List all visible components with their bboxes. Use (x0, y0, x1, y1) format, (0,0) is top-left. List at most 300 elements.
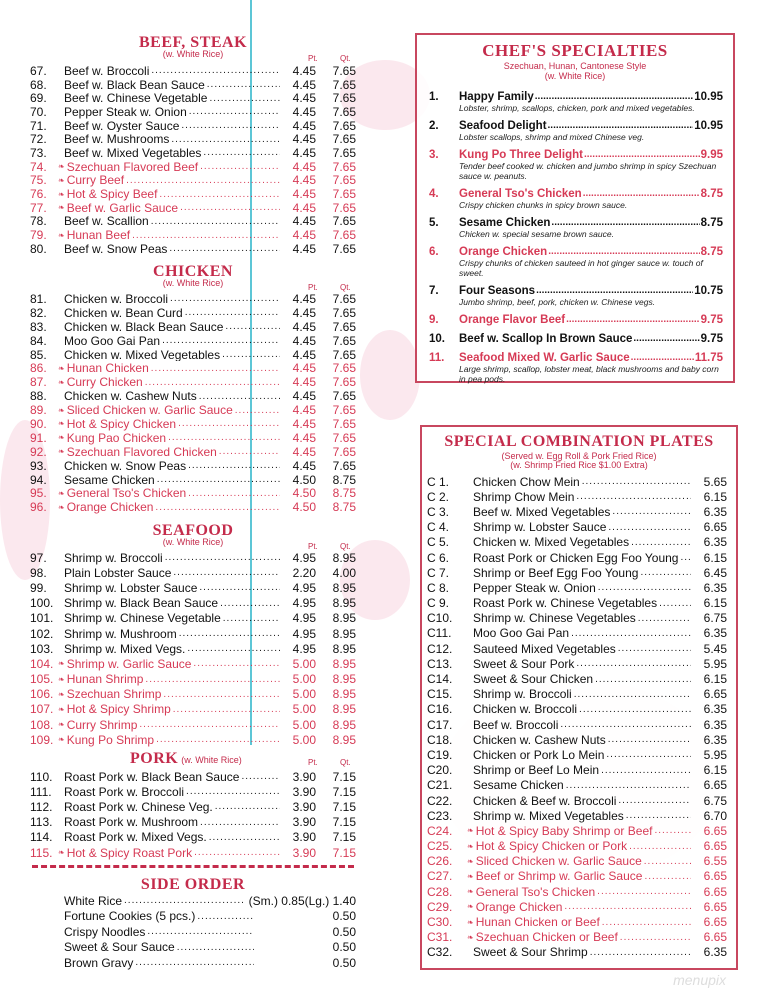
item-name: Szechuan Shrimp (66, 687, 162, 702)
leader-dots (659, 598, 691, 609)
price: 8.75 (700, 246, 723, 258)
item-number: 99. (30, 580, 47, 595)
menu-item (30, 375, 356, 389)
price-quart: 7.65 (332, 417, 356, 431)
price: 6.35 (703, 732, 727, 747)
item-name: Roast Pork w. Chinese Vegetables (473, 596, 658, 611)
menu-item (427, 489, 727, 504)
price-quart: 8.75 (332, 486, 356, 501)
price-pint: 3.90 (292, 815, 316, 830)
section-subtitle: Szechuan, Hunan, Cantonese Style (503, 61, 647, 71)
price-pint: 4.95 (292, 626, 316, 641)
item-name: Szechuan Flavored Beef (66, 159, 199, 174)
price-quart: 7.65 (332, 77, 356, 92)
section-subtitle: (w. White Rice) (544, 71, 606, 81)
item-name: Beef w. Mushrooms (64, 132, 170, 147)
price: 6.45 (703, 565, 727, 580)
seafood-section (30, 522, 356, 747)
price-quart: 7.65 (332, 200, 356, 215)
leader-dots (223, 613, 280, 624)
pt-header: Pt. (308, 542, 318, 551)
price-quart: 8.95 (332, 580, 356, 595)
menu-item (427, 702, 727, 717)
price-quart: 7.65 (332, 375, 356, 390)
item-name: Sauteed Mixed Vegetables (473, 641, 616, 656)
item-number: 3. (429, 149, 439, 161)
specialty-item (429, 120, 723, 142)
item-number: C16. (427, 702, 453, 717)
leader-dots (187, 643, 280, 654)
section-subtitle: (Served w. Egg Roll & Pork Fried Rice) (501, 451, 657, 461)
leader-dots (173, 704, 280, 715)
item-name: Curry Beef (66, 173, 125, 188)
price: 10.95 (694, 120, 723, 132)
leader-dots (197, 911, 254, 922)
item-number: 74. (30, 159, 47, 174)
item-number: 78. (30, 214, 47, 229)
item-number: 77. (30, 200, 47, 215)
item-name: Roast Pork w. Mushroom (64, 815, 199, 830)
price: 11.75 (694, 352, 723, 364)
price: 6.35 (703, 945, 727, 960)
price-quart: 0.50 (332, 940, 356, 955)
price-pint: 3.90 (292, 845, 316, 860)
leader-dots (151, 65, 280, 76)
item-name: Beef w. Mixed Vegetables (64, 146, 202, 160)
item-name: Shrimp w. Chinese Vegetable (64, 611, 221, 626)
leader-dots (566, 780, 691, 791)
price-quart: 7.65 (332, 305, 356, 320)
hot-pepper-icon: ❧ (467, 841, 474, 851)
specialty-row (429, 333, 723, 345)
price-pint: 4.45 (292, 458, 316, 473)
menu-item (30, 146, 356, 160)
item-name: Sweet & Sour Sauce (64, 940, 175, 955)
specialty-item (429, 352, 723, 384)
item-name: Roast Pork w. Broccoli (64, 784, 185, 799)
menu-item (427, 884, 727, 899)
menu-item (30, 626, 356, 641)
item-name: Chicken & Beef w. Broccoli (473, 793, 617, 808)
price-pint: 5.00 (292, 702, 316, 717)
item-number: 106. (30, 687, 54, 702)
price-pint: 4.45 (292, 347, 316, 362)
leader-dots (620, 932, 691, 943)
menu-item (30, 596, 356, 611)
price-pint: 4.95 (292, 611, 316, 626)
menu-item (30, 687, 356, 702)
price-pint: 4.45 (292, 333, 316, 348)
leader-dots (584, 149, 700, 161)
menu-item (30, 550, 356, 565)
price-pint: 4.50 (292, 500, 316, 515)
item-name: Sweet & Sour Pork (473, 656, 575, 671)
section-subtitle: (w. White Rice) (162, 537, 224, 547)
hot-pepper-icon: ❧ (58, 433, 65, 443)
menu-item (427, 671, 727, 686)
leader-dots (169, 243, 280, 254)
item-name: Sweet & Sour Shrimp (473, 945, 588, 960)
hot-pepper-icon: ❧ (467, 826, 474, 836)
price: 6.15 (703, 672, 727, 687)
item-name: Chicken w. Mixed Vegetables (473, 535, 630, 550)
item-number: 92. (30, 444, 47, 459)
price-quart: 7.65 (332, 159, 356, 174)
item-number: C10. (427, 611, 453, 626)
item-description: Large shrimp, scallop, lobster meat, black mushrooms and baby corn in pea pods. (459, 364, 719, 384)
price-pint: 4.45 (292, 187, 316, 201)
specialty-item (429, 149, 723, 181)
price-pint: 4.45 (292, 430, 316, 445)
price-pint: 4.45 (292, 132, 316, 147)
specialty-row (429, 314, 723, 326)
price-quart: 7.65 (332, 173, 356, 188)
leader-dots (179, 628, 280, 639)
leader-dots (536, 285, 693, 297)
item-number: C15. (427, 687, 453, 702)
menu-item (30, 187, 356, 201)
hot-pepper-icon: ❧ (58, 502, 65, 512)
menu-item (30, 64, 356, 78)
leader-dots (680, 552, 691, 563)
specialty-item (429, 91, 723, 113)
menu-item (30, 417, 356, 431)
item-name: Shrimp w. Chinese Vegetables (473, 611, 636, 626)
leader-dots (564, 901, 691, 912)
price: 10.95 (694, 91, 723, 103)
menu-item (427, 565, 727, 580)
hot-pepper-icon: ❧ (467, 856, 474, 866)
item-name: Four Seasons (459, 285, 536, 297)
price-pint: 2.20 (292, 565, 316, 580)
menu-item (427, 596, 727, 611)
leader-dots (207, 79, 280, 90)
leader-dots (582, 476, 691, 487)
price-quart: 7.65 (332, 389, 356, 404)
item-name: Curry Shrimp (66, 717, 138, 732)
item-number: 98. (30, 565, 47, 580)
item-name: Roast Pork w. Mixed Vegs. (64, 830, 207, 845)
hot-pepper-icon: ❧ (467, 902, 474, 912)
hot-pepper-icon: ❧ (58, 419, 65, 429)
item-name: Sesame Chicken (473, 778, 564, 793)
menu-item (30, 334, 356, 348)
menu-item (30, 815, 356, 830)
price-pint: 4.45 (292, 173, 316, 188)
price-pint: 5.00 (292, 687, 316, 702)
item-number: 111. (30, 784, 52, 799)
menu-item (30, 732, 356, 747)
price: 6.65 (703, 884, 727, 899)
price-quart: 8.95 (332, 641, 356, 656)
menu-item (30, 389, 356, 403)
specialty-row (429, 120, 723, 132)
price-pint: 3.90 (292, 799, 316, 814)
price-quart: 7.65 (332, 91, 356, 106)
item-name: Shrimp w. Lobster Sauce (473, 520, 607, 535)
leader-dots (235, 405, 280, 416)
hot-pepper-icon: ❧ (58, 447, 65, 457)
item-name: Hot & Spicy Chicken (66, 417, 177, 431)
specialty-row (429, 285, 723, 297)
leader-dots (200, 817, 280, 828)
leader-dots (644, 856, 691, 867)
hot-pepper-icon: ❧ (58, 848, 65, 858)
item-description: Crispy chicken chunks in spicy brown sauce. (459, 200, 628, 210)
menu-item (30, 893, 356, 909)
price: 6.65 (703, 899, 727, 914)
item-description: Crispy chunks of chicken sauteed in hot ginger sauce w. touch of sweet. (459, 258, 703, 278)
item-name: Seafood Delight (459, 120, 547, 132)
item-number: C28. (427, 884, 453, 899)
pt-header: Pt. (308, 283, 318, 292)
item-name: Kung Po Three Delight (459, 149, 583, 161)
item-number: C20. (427, 763, 453, 778)
leader-dots (579, 704, 691, 715)
leader-dots (583, 188, 700, 200)
item-number: 113. (30, 815, 53, 830)
menu-item (427, 641, 727, 656)
menu-item (30, 473, 356, 487)
item-number: 72. (30, 132, 47, 147)
item-number: C 2. (427, 489, 450, 504)
menu-item (30, 955, 356, 971)
specialty-row (429, 188, 723, 200)
leader-dots (173, 567, 280, 578)
hot-pepper-icon: ❧ (58, 162, 65, 172)
item-name: Beef w. Black Bean Sauce (64, 77, 205, 92)
hot-pepper-icon: ❧ (58, 720, 65, 730)
price-pint: 4.45 (292, 417, 316, 431)
item-number: 87. (30, 375, 47, 390)
price-quart: 7.15 (332, 769, 356, 784)
price: 5.45 (703, 641, 727, 656)
price-pint: 4.45 (292, 146, 316, 160)
menu-item (427, 626, 727, 641)
menu-item (30, 717, 356, 732)
leader-dots (188, 460, 280, 471)
price: 5.95 (703, 656, 727, 671)
item-name: Chicken w. Broccoli (473, 702, 578, 717)
item-number: 73. (30, 146, 47, 160)
item-number: C24. (427, 823, 453, 838)
hot-pepper-icon: ❧ (58, 735, 65, 745)
hot-pepper-icon: ❧ (58, 377, 65, 387)
item-number: 82. (30, 305, 47, 320)
menu-item (427, 854, 727, 869)
item-name: White Rice (64, 893, 123, 908)
section-subtitle: (w. White Rice) (162, 49, 224, 59)
leader-dots (170, 293, 280, 304)
price: 6.15 (703, 596, 727, 611)
item-number: 108. (30, 717, 54, 732)
leader-dots (145, 377, 280, 388)
specialty-row (429, 149, 723, 161)
item-name: Shrimp or Beef Egg Foo Young (473, 565, 639, 580)
item-number: 101. (30, 611, 54, 626)
menu-item (30, 105, 356, 119)
item-name: Beef w. Chinese Vegetable (64, 91, 208, 106)
section-title: PORK (130, 750, 179, 767)
menu-item (427, 580, 727, 595)
item-name: Shrimp w. Broccoli (473, 687, 572, 702)
price: 6.15 (703, 763, 727, 778)
leader-dots (178, 418, 280, 429)
chefs-specialties-box (415, 33, 735, 383)
item-name: Beef w. Snow Peas (64, 241, 168, 256)
menu-item (30, 940, 356, 956)
leader-dots (126, 175, 280, 186)
leader-dots (215, 801, 280, 812)
menu-item (30, 348, 356, 362)
menu-item (30, 242, 356, 256)
item-name: Beef w. Scallop In Brown Sauce (459, 333, 633, 345)
price-quart: 7.65 (332, 430, 356, 445)
price-pint: 4.45 (292, 305, 316, 320)
item-name: Beef w. Broccoli (473, 717, 559, 732)
hot-pepper-icon: ❧ (58, 230, 65, 240)
menu-item (30, 656, 356, 671)
menu-item (427, 808, 727, 823)
price-pint: 4.95 (292, 580, 316, 595)
leader-dots (574, 689, 691, 700)
item-number: 107. (30, 702, 54, 717)
price: 6.65 (703, 839, 727, 854)
item-number: 86. (30, 361, 47, 376)
price-pint: 4.45 (292, 118, 316, 133)
price-quart: 7.65 (332, 292, 356, 306)
price-pint: 4.45 (292, 77, 316, 92)
menu-item (30, 445, 356, 459)
item-name: Sliced Chicken w. Garlic Sauce (66, 403, 233, 418)
price-quart: 7.65 (332, 105, 356, 119)
item-description: Lobster scallops, shrimp and mixed Chinese veg. (459, 132, 645, 142)
price-pint: 4.45 (292, 361, 316, 376)
item-number: 67. (30, 64, 47, 78)
menu-item (30, 909, 356, 925)
menu-item (30, 459, 356, 473)
item-name: Orange Chicken (459, 246, 548, 258)
price-pint: 3.90 (292, 784, 316, 799)
hot-pepper-icon: ❧ (58, 175, 65, 185)
item-number: 69. (30, 91, 47, 106)
leader-dots (135, 957, 254, 968)
menu-item (427, 687, 727, 702)
item-number: 104. (30, 656, 54, 671)
menu-item (427, 763, 727, 778)
leader-dots (219, 446, 280, 457)
item-number: C 8. (427, 580, 450, 595)
price: 6.65 (703, 930, 727, 945)
menu-item (427, 717, 727, 732)
leader-dots (165, 552, 280, 563)
price-quart: 7.65 (332, 333, 356, 348)
price-quart: 7.65 (332, 228, 356, 242)
price: 5.95 (703, 747, 727, 762)
price-quart: 7.65 (332, 118, 356, 133)
leader-dots (199, 391, 280, 402)
leader-dots (157, 474, 280, 485)
price-quart: 7.65 (332, 241, 356, 256)
item-number: C30. (427, 915, 453, 930)
leader-dots (241, 771, 280, 782)
beef-section (30, 34, 356, 256)
item-name: Shrimp w. Black Bean Sauce (64, 596, 219, 611)
menu-item (30, 845, 356, 860)
price-pint: 4.45 (292, 228, 316, 242)
item-name: Hot & Spicy Beef (66, 187, 158, 201)
leader-dots (155, 502, 280, 513)
price-quart: 8.95 (332, 611, 356, 626)
menu-item (30, 119, 356, 133)
price-quart: 7.15 (332, 799, 356, 814)
item-name: Shrimp w. Mushroom (64, 626, 177, 641)
item-number: 85. (30, 347, 47, 362)
item-number: 97. (30, 550, 47, 565)
leader-dots (132, 230, 280, 241)
item-number: 109. (30, 732, 54, 747)
leader-dots (189, 106, 280, 117)
leader-dots (644, 871, 691, 882)
price: 6.65 (703, 520, 727, 535)
item-name: Roast Pork w. Chinese Veg. (64, 799, 213, 814)
price-pint: 4.45 (292, 214, 316, 229)
menu-item (30, 500, 356, 514)
leader-dots (566, 314, 700, 326)
qt-header: Qt. (340, 54, 351, 63)
price: 6.65 (703, 823, 727, 838)
menu-item (427, 914, 727, 929)
item-number: C 1. (427, 474, 450, 489)
leader-dots (618, 795, 691, 806)
price-pint: 4.45 (292, 241, 316, 256)
item-name: Chicken Chow Mein (473, 474, 580, 489)
menu-item (427, 535, 727, 550)
item-number: C 9. (427, 596, 450, 611)
price-pint: 4.45 (292, 403, 316, 418)
leader-dots (618, 643, 691, 654)
item-number: 68. (30, 77, 47, 92)
price: 6.65 (703, 778, 727, 793)
leader-dots (608, 734, 691, 745)
price-pint: (Sm.) 0.85 (248, 893, 305, 908)
specialty-item (429, 246, 723, 278)
menu-item (427, 839, 727, 854)
item-name: Sesame Chicken (64, 472, 155, 487)
menu-item (30, 486, 356, 500)
price: 6.15 (703, 550, 727, 565)
item-number: 11. (429, 352, 445, 364)
pt-header: Pt. (308, 758, 318, 767)
price: 5.65 (703, 474, 727, 489)
leader-dots (631, 537, 691, 548)
menu-item (427, 930, 727, 945)
item-description: Tender beef cooked w. chicken and jumbo shrimp in spicy Szechuan sauce w. peanuts. (459, 161, 717, 181)
leader-dots (180, 202, 280, 213)
leader-dots (200, 161, 280, 172)
item-number: 115. (30, 845, 53, 860)
price-quart: 8.95 (332, 717, 356, 732)
leader-dots (186, 786, 280, 797)
leader-dots (608, 522, 691, 533)
price: 9.75 (700, 333, 723, 345)
item-name: Hot & Spicy Roast Pork (66, 845, 193, 860)
price-quart: 0.50 (332, 909, 356, 924)
leader-dots (225, 321, 280, 332)
leader-dots (163, 689, 280, 700)
item-name: Chicken w. Bean Curd (64, 305, 183, 320)
price: 6.75 (703, 611, 727, 626)
